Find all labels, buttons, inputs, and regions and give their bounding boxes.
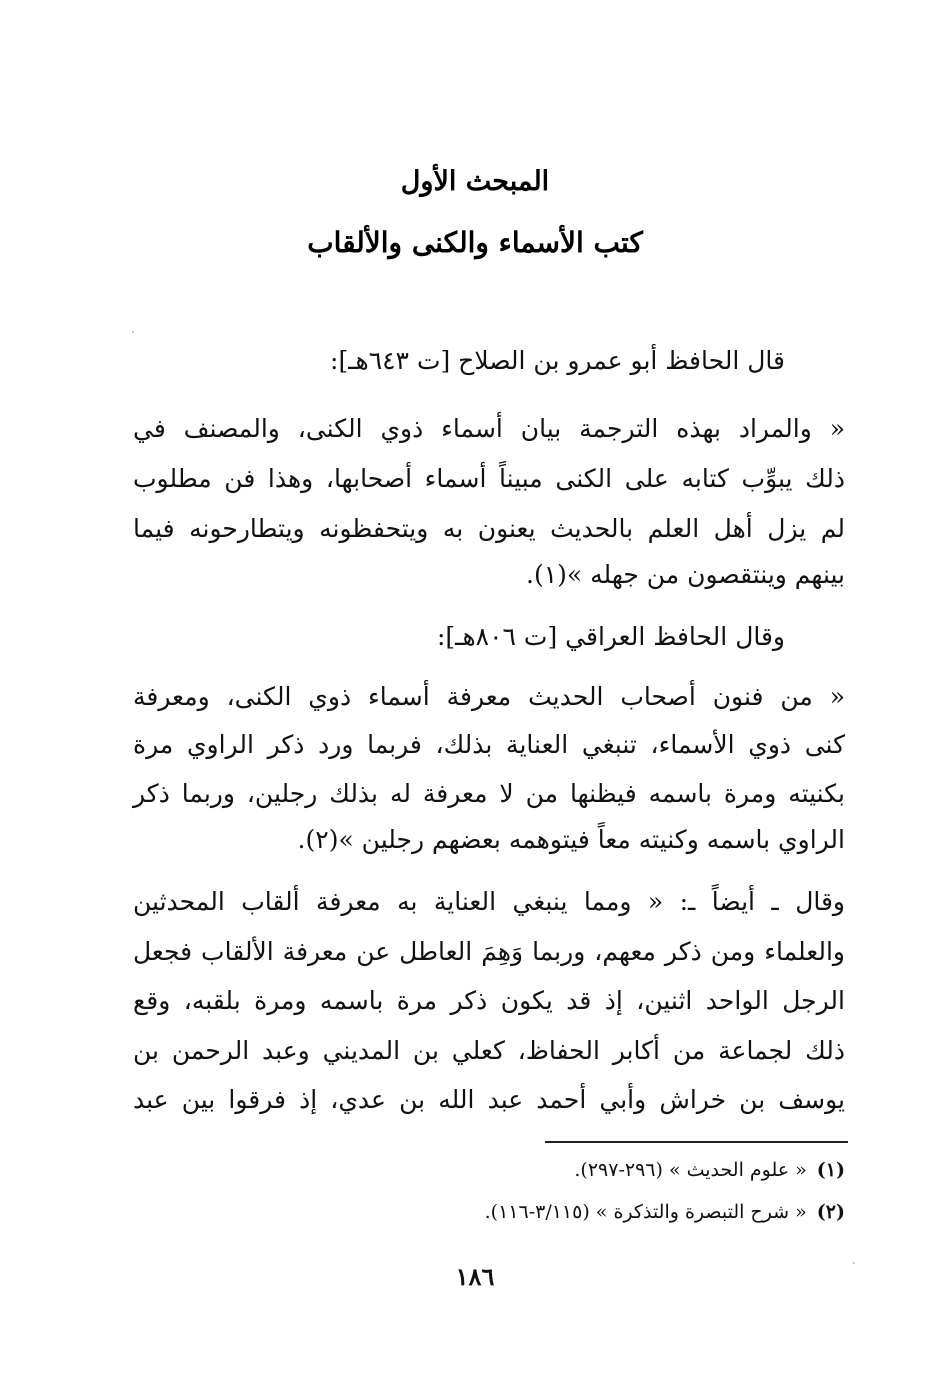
footnote-number: (١) [816, 1159, 845, 1181]
scan-speck [132, 331, 134, 333]
quote1-line: ذلك يبوِّب كتابه على الكنى مبيناً أسماء أصحابها، وهذا فن مطلوب [133, 464, 845, 493]
section-heading: المبحث الأول [400, 166, 550, 197]
page-number: ١٨٦ [455, 1262, 495, 1291]
footnote-text: « شرح التبصرة والتذكرة » (٣/١١٥-١١٦). [484, 1201, 807, 1223]
quote2-line: الراوي باسمه وكنيته معاً فيتوهمه بعضهم رجلين »(٢). [297, 825, 845, 854]
quote1-line: « والمراد بهذه الترجمة بيان أسماء ذوي الكنى، والمصنف في [133, 414, 845, 443]
para3-line: ذلك لجماعة من أكابر الحفاظ، كعلي بن المديني وعبد الرحمن بن [133, 1036, 845, 1065]
para3-line: والعلماء ومن ذكر معهم، وربما وَهِمَ العاطل عن معرفة الألقاب فجعل [133, 937, 845, 966]
quote2-line: بكنيته ومرة باسمه فيظنها من لا معرفة له بذلك رجلين، وربما ذكر [133, 779, 845, 808]
footnote-divider [545, 1141, 848, 1143]
quote1-line: بينهم وينتقصون من جهله »(١). [526, 560, 845, 589]
quote2-line: « من فنون أصحاب الحديث معرفة أسماء ذوي الكنى، ومعرفة [133, 682, 845, 711]
footnote-text: « علوم الحديث » (٢٩٦-٢٩٧). [574, 1159, 807, 1181]
scan-speck [853, 1262, 855, 1264]
quote1-line: لم يزل أهل العلم بالحديث يعنون به ويتحفظونه ويتطارحونه فيما [133, 514, 845, 543]
quote2-line: كنى ذوي الأسماء، تنبغي العناية بذلك، فربما ورد ذكر الراوي مرة [133, 730, 845, 759]
footnote-1 [574, 1156, 845, 1184]
para3-line: وقال ـ أيضاً ـ: « ومما ينبغي العناية به معرفة ألقاب المحدثين [133, 887, 845, 916]
para3-line: يوسف بن خراش وأبي أحمد عبد الله بن عدي، إذ فرقوا بين عبد [133, 1085, 845, 1114]
para3-line: الرجل الواحد اثنين، إذ قد يكون ذكر مرة باسمه ومرة بلقبه، وقع [133, 986, 845, 1015]
footnote-2 [485, 1198, 845, 1226]
intro-ibn-salah: قال الحافظ أبو عمرو بن الصلاح [ت ٦٤٣هـ]: [330, 346, 785, 375]
intro-iraqi: وقال الحافظ العراقي [ت ٨٠٦هـ]: [436, 622, 785, 651]
footnote-number: (٢) [816, 1201, 845, 1223]
section-title: كتب الأسماء والكنى والألقاب [307, 226, 643, 259]
